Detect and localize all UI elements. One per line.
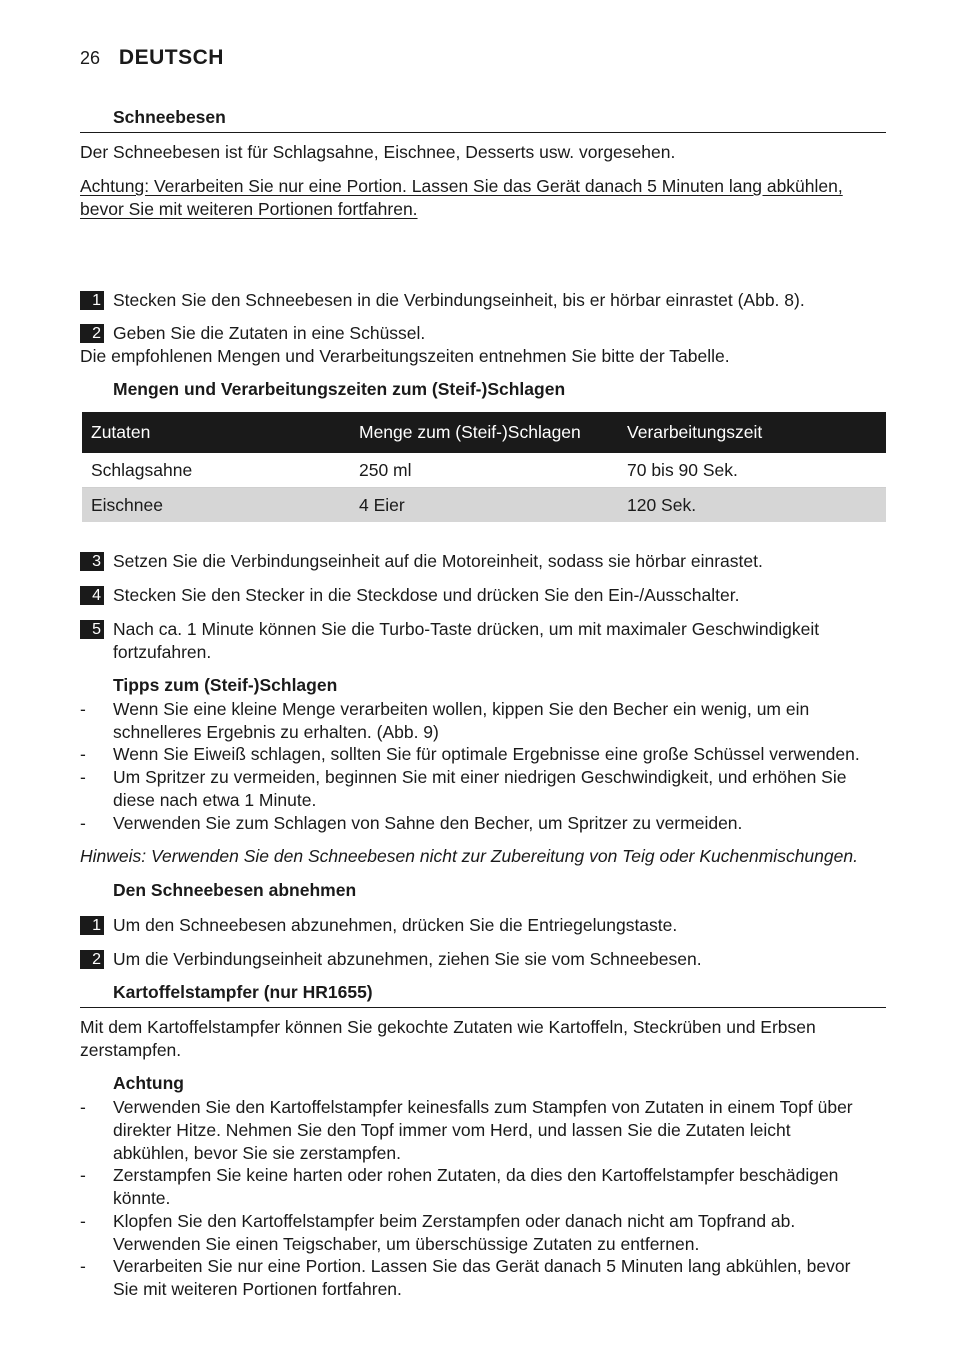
table-cell: Eischnee: [91, 495, 163, 515]
caution-title: Achtung: [113, 1073, 184, 1093]
step-text: Geben Sie die Zutaten in eine Schüssel.: [113, 323, 426, 343]
table-header-cell: Menge zum (Steif-)Schlagen: [359, 422, 581, 442]
whisk-intro: Der Schneebesen ist für Schlagsahne, Eischnee, Desserts usw. vorgesehen.: [80, 142, 676, 162]
table-cell: Schlagsahne: [91, 460, 193, 480]
list-item-line: direkter Hitze. Nehmen Sie den Topf immer vom Herd, und lassen Sie die Zutaten leicht: [113, 1120, 791, 1140]
step-number: 2: [80, 324, 104, 343]
tips-title: Tipps zum (Steif-)Schlagen: [113, 675, 338, 695]
manual-page: 26 DEUTSCH Schneebesen Der Schneebesen ist für Schlagsahne, Eischnee, Desserts usw. vorgesehen. Achtung: Verarbeiten Sie nur eine Portion. Lassen Sie das Gerät danach 5 Minuten lang abkühlen, bevor Sie mit weiteren Portionen fortfahren. 1 Stecken Sie den Schneebesen in die Verbindungseinheit, bis er hörbar einrastet (Abb. 8). 2 Geben Sie die Zutaten in eine Schüssel. Die empfohlenen Mengen und Verarbeitungszeiten entnehmen Sie bitte der Tabelle. Mengen und Verarbeitungszeiten zum (Steif-)Schlagen Zutaten Menge zum (Steif-)Schlagen Verarbeitungszeit Schlagsahne 250 ml 70 bis 90 Sek. Eischnee 4 Eier 120 Sek. 3 Setzen Sie die Verbindungseinheit auf die Motoreinheit, sodass sie hörbar einrastet. 4 Stecken Sie den Stecker in die Steckdose und drücken Sie den Ein-/Ausschalter. 5 Nach ca. 1 Minute können Sie die Turbo-Taste drücken, um mit maximaler Geschwindigkeit fortzufahren. Tipps zum (Steif-)Schlagen - Wenn Sie eine kleine Menge verarbeiten wollen, kippen Sie den Becher ein wenig, um ein schnelleres Ergebnis zu erhalten. (Abb. 9) - Wenn Sie Eiweiß schlagen, sollten Sie für optimale Ergebnisse eine große Schüssel verwenden. - Um Spritzer zu vermeiden, beginnen Sie mit einer niedrigen Geschwindigkeit, und erhöhen Sie diese nach etwa 1 Minute. - Verwenden Sie zum Schlagen von Sahne den Becher, um Spritzer zu vermeiden. Hinweis: Verwenden Sie den Schneebesen nicht zur Zubereitung von Teig oder Kuchenmischungen. Den Schneebesen abnehmen 1 Um den Schneebesen abzunehmen, drücken Sie die Entriegelungstaste. 2 Um die Verbindungseinheit abzunehmen, ziehen Sie sie vom Schneebesen. Kartoffelstampfer (nur HR1655) Mit dem Kartoffelstampfer können Sie gekochte Zutaten wie Kartoffeln, Steckrüben und Erbsen zerstampfen. Achtung - Verwenden Sie den Kartoffelstampfer keinesfalls zum Stampfen von Zutaten in einem Topf über direkter Hitze. Nehmen Sie den Topf immer vom Herd, und lassen Sie die Zutaten leicht abkühlen, bevor Sie sie zerstampfen. - Zerstampfen Sie keine harten oder rohen Zutaten, da dies den Kartoffelstampfer beschädigen könnte. - Klopfen Sie den Kartoffelstampfer beim Zerstampfen oder danach nicht am Topfrand ab. Verwenden Sie einen Teigschaber, um überschüssige Zutaten zu entfernen. - Verarbeiten Sie nur eine Portion. Lassen Sie das Gerät danach 5 Minuten lang abkühlen, bevor Sie mit weiteren Portionen fortfahren.: [0, 0, 954, 1354]
step-number: 3: [80, 552, 104, 571]
table-cell: 120 Sek.: [627, 495, 697, 515]
table-header-cell: Verarbeitungszeit: [627, 422, 763, 442]
section-rule: [80, 1007, 886, 1008]
masher-intro-line1: Mit dem Kartoffelstampfer können Sie gekochte Zutaten wie Kartoffeln, Steckrüben und Erbsen: [80, 1017, 816, 1037]
list-item-line: Wenn Sie Eiweiß schlagen, sollten Sie für optimale Ergebnisse eine große Schüssel verwenden.: [113, 744, 860, 764]
remove-title: Den Schneebesen abnehmen: [113, 880, 357, 900]
table-row: [82, 488, 886, 522]
section-rule: [80, 132, 886, 133]
list-item-line: abkühlen, bevor Sie sie zerstampfen.: [113, 1143, 401, 1163]
hint-note: Hinweis: Verwenden Sie den Schneebesen nicht zur Zubereitung von Teig oder Kuchenmischungen.: [80, 846, 858, 866]
step-text-line1: Nach ca. 1 Minute können Sie die Turbo-Taste drücken, um mit maximaler Geschwindigkeit: [113, 619, 820, 639]
page-header: [80, 46, 224, 70]
quantities-table: [82, 412, 886, 522]
step-number: 1: [80, 291, 104, 310]
step-text: Um den Schneebesen abzunehmen, drücken Sie die Entriegelungstaste.: [113, 915, 678, 935]
step-text-line2: fortzufahren.: [113, 642, 212, 662]
list-item-line: schnelleres Ergebnis zu erhalten. (Abb. 9): [113, 722, 439, 742]
step-text: Um die Verbindungseinheit abzunehmen, ziehen Sie sie vom Schneebesen.: [113, 949, 702, 969]
list-item-line: Um Spritzer zu vermeiden, beginnen Sie mit einer niedrigen Geschwindigkeit, und erhöhen Sie: [113, 767, 847, 787]
step-number: 4: [80, 586, 104, 605]
table-cell: 250 ml: [359, 460, 412, 480]
list-item-line: Verwenden Sie zum Schlagen von Sahne den Becher, um Spritzer zu vermeiden.: [113, 813, 743, 833]
list-item-line: diese nach etwa 1 Minute.: [113, 790, 317, 810]
masher-title: Kartoffelstampfer (nur HR1655): [113, 982, 373, 1002]
table-row: [82, 453, 886, 488]
table-title: Mengen und Verarbeitungszeiten zum (Steif-)Schlagen: [113, 379, 566, 399]
table-reference-note: Die empfohlenen Mengen und Verarbeitungszeiten entnehmen Sie bitte der Tabelle.: [80, 346, 730, 366]
list-item-line: Klopfen Sie den Kartoffelstampfer beim Zerstampfen oder danach nicht am Topfrand ab.: [113, 1211, 796, 1231]
step-number: 1: [80, 916, 104, 935]
whisk-warning-line2: bevor Sie mit weiteren Portionen fortfahren.: [80, 199, 418, 219]
step-text: Stecken Sie den Schneebesen in die Verbindungseinheit, bis er hörbar einrastet (Abb. 8).: [113, 290, 805, 310]
section-title-whisk: Schneebesen: [113, 107, 226, 127]
list-item-line: Wenn Sie eine kleine Menge verarbeiten wollen, kippen Sie den Becher ein wenig, um ein: [113, 699, 810, 719]
list-item-line: Zerstampfen Sie keine harten oder rohen Zutaten, da dies den Kartoffelstampfer beschädigen: [113, 1165, 839, 1185]
table-header-cell: Zutaten: [91, 422, 151, 442]
list-item-line: Verwenden Sie einen Teigschaber, um überschüssige Zutaten zu entfernen.: [113, 1234, 700, 1254]
whisk-warning-line1: Achtung: Verarbeiten Sie nur eine Portion. Lassen Sie das Gerät danach 5 Minuten lang abkühlen,: [80, 176, 843, 196]
table-header-row: [82, 412, 886, 453]
list-item-line: Verwenden Sie den Kartoffelstampfer keinesfalls zum Stampfen von Zutaten in einem Topf über: [113, 1097, 853, 1117]
list-item-line: Sie mit weiteren Portionen fortfahren.: [113, 1279, 402, 1299]
list-item-line: Verarbeiten Sie nur eine Portion. Lassen Sie das Gerät danach 5 Minuten lang abkühlen, bevor: [113, 1256, 851, 1276]
step-text: Stecken Sie den Stecker in die Steckdose und drücken Sie den Ein-/Ausschalter.: [113, 585, 740, 605]
table-cell: 70 bis 90 Sek.: [627, 460, 738, 480]
step-number: 5: [80, 620, 104, 639]
page-number: 26: [80, 48, 101, 68]
list-item-line: könnte.: [113, 1188, 171, 1208]
masher-intro-line2: zerstampfen.: [80, 1040, 182, 1060]
language-heading: DEUTSCH: [118, 46, 224, 69]
step-text: Setzen Sie die Verbindungseinheit auf die Motoreinheit, sodass sie hörbar einrastet.: [113, 551, 763, 571]
table-cell: 4 Eier: [359, 495, 405, 515]
step-number: 2: [80, 950, 104, 969]
